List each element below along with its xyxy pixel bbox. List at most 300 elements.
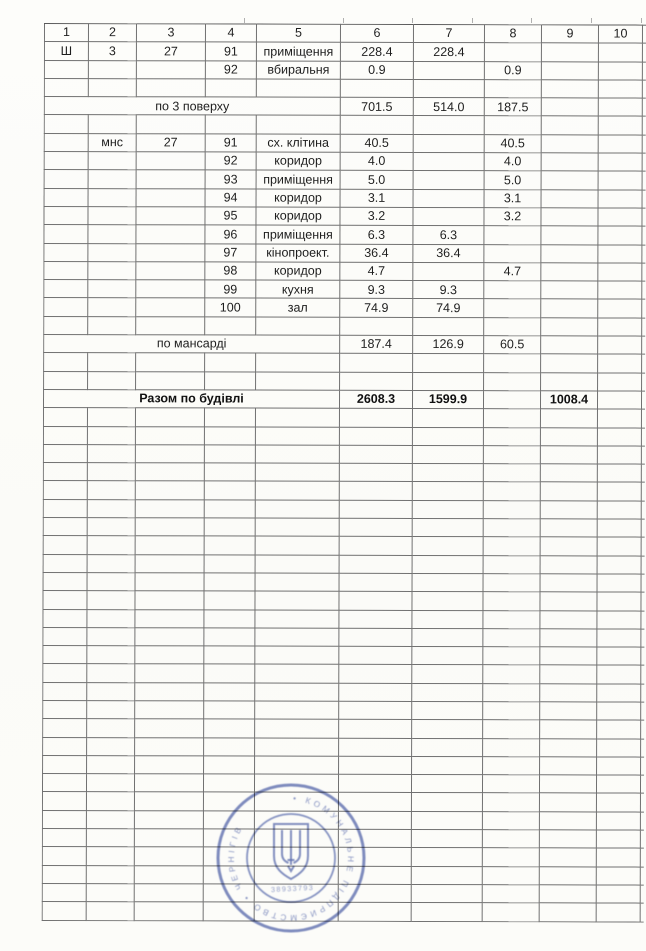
table-cell: 1008.4 xyxy=(540,391,597,409)
table-cell xyxy=(484,299,541,317)
table-cell xyxy=(87,627,135,645)
table-cell xyxy=(598,281,642,299)
table-cell xyxy=(136,280,205,298)
table-cell: приміщення xyxy=(256,42,340,61)
table-cell xyxy=(135,591,204,609)
table-row xyxy=(44,371,646,391)
table-cell xyxy=(642,80,646,98)
table-cell xyxy=(641,702,646,720)
table-cell xyxy=(484,43,541,61)
table-cell xyxy=(87,444,135,462)
table-cell xyxy=(642,373,646,391)
table-cell xyxy=(204,445,255,463)
table-cell xyxy=(339,427,412,445)
table-cell xyxy=(541,336,598,354)
table-cell xyxy=(204,408,255,426)
table-cell xyxy=(412,592,483,610)
table-cell xyxy=(412,628,483,646)
table-cell xyxy=(412,683,483,701)
table-cell xyxy=(540,574,597,592)
table-cell: 40.5 xyxy=(340,134,413,152)
table-row xyxy=(44,115,646,135)
table-cell: коридор xyxy=(256,207,340,226)
table-cell xyxy=(136,79,205,97)
table-cell xyxy=(135,646,204,664)
table-cell xyxy=(597,464,641,482)
table-cell xyxy=(540,427,597,445)
table-cell xyxy=(598,62,642,80)
table-cell xyxy=(88,353,136,371)
table-cell xyxy=(484,116,541,134)
table-cell xyxy=(43,481,87,499)
table-cell xyxy=(43,737,87,755)
table-cell xyxy=(86,810,134,828)
table-cell xyxy=(134,847,203,865)
table-cell xyxy=(134,884,203,902)
table-cell: 74.9 xyxy=(413,299,484,317)
table-cell xyxy=(598,354,642,372)
table-cell xyxy=(135,554,204,572)
table-cell xyxy=(43,609,87,627)
table-cell xyxy=(539,793,596,811)
table-cell xyxy=(483,519,540,537)
table-cell: 6.3 xyxy=(340,226,413,244)
table-cell xyxy=(597,739,641,757)
table-cell xyxy=(204,609,255,627)
table-cell xyxy=(339,683,412,701)
table-cell xyxy=(204,481,255,499)
table-cell xyxy=(484,354,541,372)
cutoff-grid-remnant xyxy=(244,18,245,23)
table-cell xyxy=(598,116,642,134)
table-cell xyxy=(338,793,411,811)
table-cell xyxy=(411,884,482,902)
table-cell xyxy=(205,372,256,390)
table-cell xyxy=(540,519,597,537)
table-cell xyxy=(642,117,646,135)
table-cell xyxy=(135,682,204,700)
table-cell xyxy=(483,391,540,409)
table-cell xyxy=(42,865,86,883)
table-cell xyxy=(255,427,339,446)
table-cell xyxy=(136,170,205,188)
cutoff-grid-remnant xyxy=(591,18,592,23)
table-row xyxy=(44,243,646,263)
table-cell xyxy=(44,188,88,206)
table-cell xyxy=(255,664,339,683)
column-number-header: 9 xyxy=(541,25,598,43)
table-cell xyxy=(338,829,411,847)
table-cell xyxy=(88,261,136,279)
table-cell: 6.3 xyxy=(413,226,484,244)
table-cell xyxy=(483,500,540,518)
table-cell xyxy=(256,79,340,98)
table-cell xyxy=(87,426,135,444)
table-cell xyxy=(255,536,339,555)
table-row xyxy=(43,499,646,519)
table-cell xyxy=(136,371,205,389)
table-cell xyxy=(135,445,204,463)
table-cell xyxy=(339,646,412,664)
table-cell xyxy=(44,225,88,243)
table-cell xyxy=(339,610,412,628)
table-cell xyxy=(483,628,540,646)
table-cell xyxy=(254,902,338,921)
table-row xyxy=(44,24,646,44)
table-cell xyxy=(42,847,86,865)
table-row xyxy=(44,225,646,245)
table-cell xyxy=(254,866,338,885)
table-cell: 1599.9 xyxy=(412,390,483,408)
table-cell xyxy=(483,610,540,628)
table-cell xyxy=(44,78,88,96)
table-cell xyxy=(412,647,483,665)
table-cell xyxy=(135,701,204,719)
table-cell xyxy=(339,537,412,555)
table-row xyxy=(43,682,646,702)
table-cell xyxy=(642,300,646,318)
table-cell xyxy=(204,737,255,755)
table-cell xyxy=(256,317,340,336)
table-cell xyxy=(412,482,483,500)
cutoff-grid-remnant xyxy=(531,18,532,23)
table-cell xyxy=(640,775,646,793)
table-cell xyxy=(642,171,646,189)
table-row xyxy=(43,554,646,574)
table-cell xyxy=(412,445,483,463)
table-cell xyxy=(540,665,597,683)
table-cell xyxy=(87,682,135,700)
column-number-header: 1 xyxy=(44,24,88,42)
table-cell: 187.5 xyxy=(484,98,541,116)
table-cell xyxy=(641,537,646,555)
table-cell xyxy=(483,702,540,720)
table-cell xyxy=(541,171,598,189)
table-cell xyxy=(43,444,87,462)
table-cell xyxy=(42,810,86,828)
table-cell: вбиральня xyxy=(256,61,340,80)
table-cell xyxy=(598,336,642,354)
table-cell xyxy=(88,60,136,78)
table-cell xyxy=(413,171,484,189)
table-cell xyxy=(482,830,539,848)
table-cell xyxy=(135,463,204,481)
table-cell: 9.3 xyxy=(413,281,484,299)
table-cell xyxy=(205,115,256,133)
table-cell xyxy=(412,518,483,536)
table-cell xyxy=(339,756,412,774)
table-cell xyxy=(255,719,339,738)
table-cell xyxy=(540,757,597,775)
table-cell xyxy=(541,116,598,134)
table-cell xyxy=(338,866,411,884)
table-cell xyxy=(204,683,255,701)
table-cell xyxy=(43,518,87,536)
table-cell xyxy=(484,372,541,390)
table-cell xyxy=(598,43,642,61)
table-cell xyxy=(598,208,642,226)
table-cell xyxy=(412,720,483,738)
table-cell xyxy=(254,847,338,866)
table-cell xyxy=(483,537,540,555)
table-cell xyxy=(598,98,642,116)
table-cell xyxy=(134,865,203,883)
table-cell xyxy=(483,409,540,427)
table-cell xyxy=(482,793,539,811)
table-cell: 96 xyxy=(205,225,256,243)
table-cell: 126.9 xyxy=(413,336,484,354)
table-cell xyxy=(88,152,136,170)
table-cell xyxy=(539,830,596,848)
table-cell xyxy=(541,153,598,171)
table-cell xyxy=(43,682,87,700)
table-cell xyxy=(640,794,646,812)
table-cell xyxy=(484,226,541,244)
table-cell xyxy=(597,757,641,775)
table-cell xyxy=(640,903,646,921)
table-cell xyxy=(42,792,86,810)
table-row xyxy=(44,316,646,336)
table-row xyxy=(44,206,646,226)
table-cell xyxy=(596,775,640,793)
table-cell xyxy=(86,884,134,902)
table-cell xyxy=(539,885,596,903)
table-cell xyxy=(540,720,597,738)
table-cell xyxy=(255,518,339,537)
table-cell xyxy=(597,482,641,500)
table-cell xyxy=(598,373,642,391)
table-cell xyxy=(641,482,646,500)
table-cell xyxy=(412,537,483,555)
column-number-header: 3 xyxy=(136,24,205,42)
table-cell xyxy=(135,426,204,444)
table-cell xyxy=(88,207,136,225)
table-cell xyxy=(338,811,411,829)
table-cell xyxy=(596,848,640,866)
table-cell xyxy=(598,318,642,336)
table-cell: приміщення xyxy=(256,225,340,244)
table-cell xyxy=(412,610,483,628)
table-cell xyxy=(136,316,205,334)
table-row xyxy=(43,700,646,720)
table-cell xyxy=(411,811,482,829)
table-row xyxy=(42,847,646,867)
table-cell xyxy=(255,555,339,574)
table-cell xyxy=(641,501,646,519)
table-cell xyxy=(87,755,135,773)
table-cell xyxy=(254,829,338,848)
table-row xyxy=(43,518,646,538)
table-cell xyxy=(88,79,136,97)
table-cell xyxy=(540,629,597,647)
table-cell xyxy=(203,866,254,884)
table-row xyxy=(44,335,646,355)
table-cell xyxy=(44,261,88,279)
table-cell xyxy=(44,60,88,78)
table-cell xyxy=(413,153,484,171)
table-cell: 94 xyxy=(205,189,256,207)
table-cell xyxy=(597,537,641,555)
table-cell xyxy=(339,518,412,536)
table-cell: 27 xyxy=(136,134,205,152)
table-cell xyxy=(413,207,484,225)
table-cell xyxy=(87,554,135,572)
table-row xyxy=(42,810,646,830)
table-cell: коридор xyxy=(256,152,340,171)
table-row xyxy=(43,463,646,483)
table-cell xyxy=(88,298,136,316)
table-cell xyxy=(412,665,483,683)
section-total-label: по мансарді xyxy=(44,335,340,354)
table-row xyxy=(43,481,646,501)
table-cell xyxy=(412,464,483,482)
table-cell xyxy=(484,80,541,98)
table-cell xyxy=(136,262,205,280)
table-cell: кінопроект. xyxy=(256,244,340,263)
table-cell: 514.0 xyxy=(413,98,484,116)
table-cell xyxy=(541,299,598,317)
table-cell xyxy=(483,738,540,756)
table-row xyxy=(44,42,646,62)
table-cell xyxy=(203,829,254,847)
table-cell xyxy=(44,133,88,151)
table-cell xyxy=(412,573,483,591)
table-cell xyxy=(134,811,203,829)
table-cell xyxy=(204,426,255,444)
table-cell xyxy=(412,555,483,573)
table-cell xyxy=(255,628,339,647)
table-row xyxy=(44,170,646,190)
table-cell xyxy=(541,226,598,244)
table-cell: зал xyxy=(256,299,340,318)
table-cell: 97 xyxy=(205,243,256,261)
table-cell: 36.4 xyxy=(413,244,484,262)
table-row xyxy=(44,78,646,98)
table-cell xyxy=(541,281,598,299)
table-cell: 36.4 xyxy=(340,244,413,262)
table-cell xyxy=(597,684,641,702)
table-cell xyxy=(87,518,135,536)
table-cell xyxy=(597,592,641,610)
table-cell xyxy=(541,135,598,153)
section-total-label: по 3 поверху xyxy=(44,97,340,116)
table-row xyxy=(43,609,646,629)
table-cell xyxy=(596,812,640,830)
table-cell xyxy=(87,609,135,627)
table-row xyxy=(44,188,646,208)
table-cell: 3.1 xyxy=(340,189,413,207)
table-row xyxy=(42,883,646,903)
table-cell xyxy=(135,756,204,774)
table-cell xyxy=(255,591,339,610)
table-cell xyxy=(642,318,646,336)
table-cell xyxy=(598,190,642,208)
table-cell xyxy=(412,500,483,518)
table-cell xyxy=(484,244,541,262)
table-cell xyxy=(43,646,87,664)
table-cell xyxy=(135,536,204,554)
table-cell xyxy=(254,774,338,793)
table-cell xyxy=(641,574,646,592)
table-cell xyxy=(598,171,642,189)
table-cell xyxy=(641,739,646,757)
table-cell: 91 xyxy=(205,134,256,152)
table-row xyxy=(43,572,646,592)
table-cell xyxy=(44,280,88,298)
table-cell xyxy=(340,317,413,335)
table-cell xyxy=(43,627,87,645)
table-cell xyxy=(339,463,412,481)
cutoff-grid-remnant xyxy=(641,18,642,23)
table-cell xyxy=(339,720,412,738)
table-cell xyxy=(642,226,646,244)
table-cell xyxy=(483,464,540,482)
table-cell xyxy=(541,354,598,372)
table-cell xyxy=(413,189,484,207)
table-cell xyxy=(411,830,482,848)
table-cell xyxy=(88,243,136,261)
area-inventory-table xyxy=(42,23,646,922)
table-cell xyxy=(136,207,205,225)
column-number-header xyxy=(642,25,646,43)
table-row xyxy=(43,646,646,666)
table-cell xyxy=(484,281,541,299)
table-cell: 100 xyxy=(205,298,256,316)
table-cell xyxy=(136,298,205,316)
table-row xyxy=(43,536,646,556)
table-cell xyxy=(540,555,597,573)
table-cell xyxy=(642,263,646,281)
table-cell: 98 xyxy=(205,262,256,280)
table-cell xyxy=(203,847,254,865)
table-cell xyxy=(44,115,88,133)
table-cell xyxy=(203,902,254,920)
column-number-header: 6 xyxy=(340,24,413,42)
table-cell xyxy=(43,719,87,737)
table-cell xyxy=(541,263,598,281)
table-cell xyxy=(641,720,646,738)
table-cell xyxy=(598,226,642,244)
table-cell xyxy=(136,188,205,206)
table-cell xyxy=(597,702,641,720)
table-cell xyxy=(412,738,483,756)
table-cell xyxy=(484,317,541,335)
table-cell xyxy=(642,153,646,171)
table-row xyxy=(42,774,646,794)
column-number-header: 8 xyxy=(484,25,541,43)
table-cell xyxy=(340,79,413,97)
table-cell xyxy=(135,737,204,755)
table-cell xyxy=(87,499,135,517)
table-cell xyxy=(640,848,646,866)
table-cell xyxy=(540,738,597,756)
table-cell xyxy=(641,629,646,647)
column-number-header: 10 xyxy=(598,25,642,43)
table-cell xyxy=(339,701,412,719)
table-cell xyxy=(339,628,412,646)
table-cell xyxy=(135,408,204,426)
table-cell xyxy=(412,427,483,445)
table-cell xyxy=(136,353,205,371)
table-cell xyxy=(412,701,483,719)
table-cell xyxy=(87,463,135,481)
table-cell xyxy=(540,501,597,519)
table-cell xyxy=(44,243,88,261)
table-cell xyxy=(204,555,255,573)
table-cell xyxy=(338,903,411,921)
table-cell: сх. клітина xyxy=(256,134,340,153)
table-cell xyxy=(338,884,411,902)
